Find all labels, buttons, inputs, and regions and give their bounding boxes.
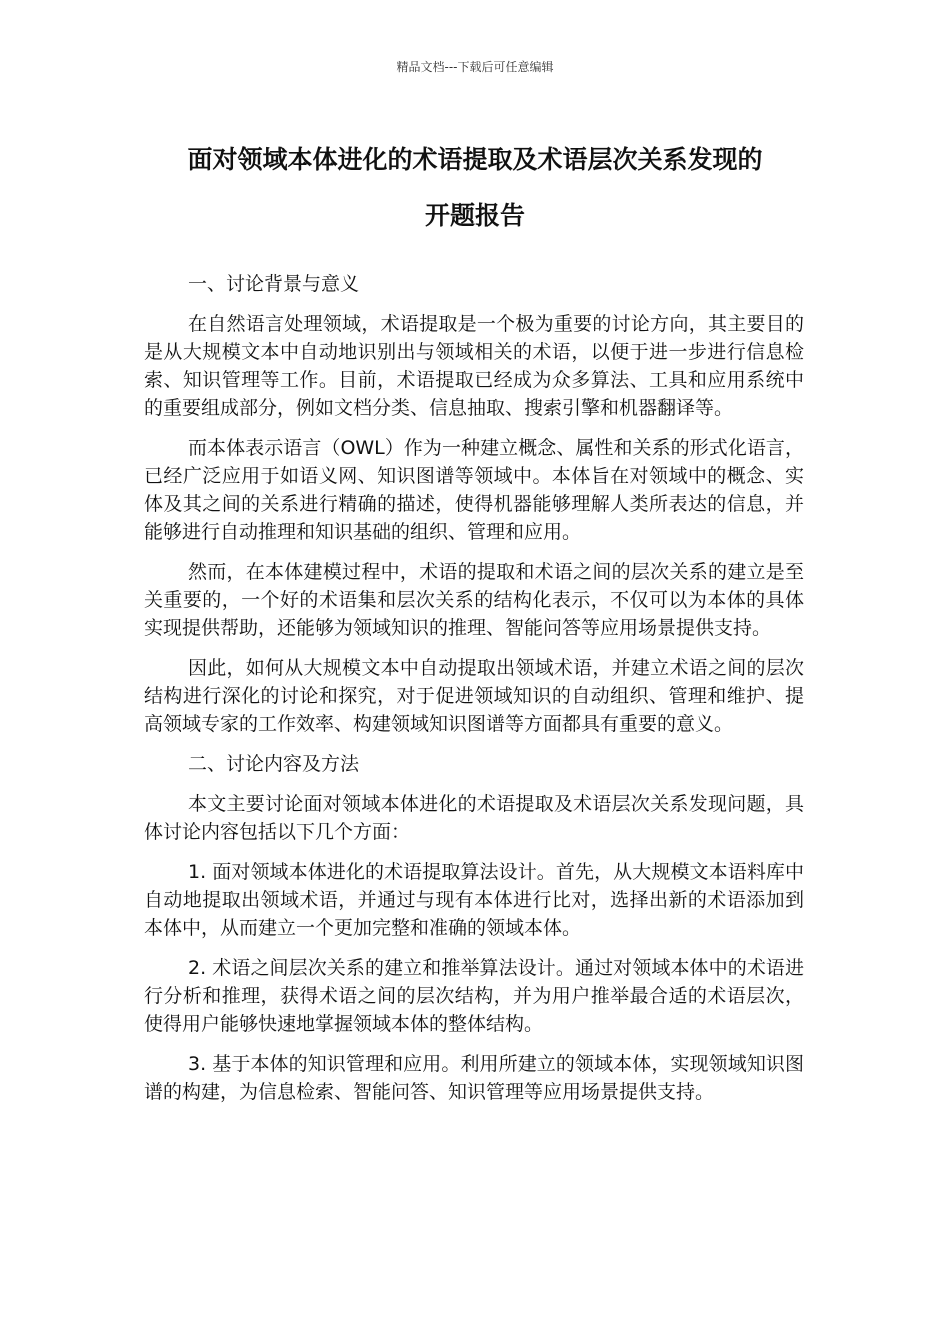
paragraph: 本文主要讨论面对领域本体进化的术语提取及术语层次关系发现问题，具体讨论内容包括以下几个方面： <box>144 793 804 843</box>
section-heading: 二、讨论内容及方法 <box>188 753 360 775</box>
list-item-paragraph: 3. 基于本体的知识管理和应用。利用所建立的领域本体，实现领域知识图谱的构建，为信息检索、智能问答、知识管理等应用场景提供支持。 <box>144 1053 804 1103</box>
paragraph: 因此，如何从大规模文本中自动提取出领域术语，并建立术语之间的层次结构进行深化的讨论和探究，对于促进领域知识的自动组织、管理和维护、提高领域专家的工作效率、构建领域知识图谱等方面都具有重要的意义。 <box>144 657 804 735</box>
list-item-paragraph: 2. 术语之间层次关系的建立和推举算法设计。通过对领域本体中的术语进行分析和推理，获得术语之间的层次结构，并为用户推举最合适的术语层次，使得用户能够快速地掌握领域本体的整体结构。 <box>144 957 804 1035</box>
title-line-2: 开题报告 <box>424 201 525 230</box>
document-body <box>144 270 804 1118</box>
list-item-paragraph: 1. 面对领域本体进化的术语提取算法设计。首先，从大规模文本语料库中自动地提取出领域术语，并通过与现有本体进行比对，选择出新的术语添加到本体中，从而建立一个更加完整和准确的领域本体。 <box>144 861 804 939</box>
paragraph: 然而，在本体建模过程中，术语的提取和术语之间的层次关系的建立是至关重要的，一个好的术语集和层次关系的结构化表示，不仅可以为本体的具体实现提供帮助，还能够为领域知识的推理、智能问答等应用场景提供支持。 <box>144 561 804 639</box>
paragraph: 在自然语言处理领域，术语提取是一个极为重要的讨论方向，其主要目的是从大规模文本中自动地识别出与领域相关的术语，以便于进一步进行信息检索、知识管理等工作。目前，术语提取已经成为众多算法、工具和应用系统中的重要组成部分，例如文档分类、信息抽取、搜索引擎和机器翻译等。 <box>144 313 804 419</box>
document-title <box>120 132 830 244</box>
section-heading: 一、讨论背景与意义 <box>188 273 360 295</box>
page-header-watermark: 精品文档---下载后可任意编辑 <box>396 60 554 74</box>
paragraph: 而本体表示语言（OWL）作为一种建立概念、属性和关系的形式化语言，已经广泛应用于如语义网、知识图谱等领域中。本体旨在对领域中的概念、实体及其之间的关系进行精确的描述，使得机器能够理解人类所表达的信息，并能够进行自动推理和知识基础的组织、管理和应用。 <box>144 437 804 543</box>
title-line-1: 面对领域本体进化的术语提取及术语层次关系发现的 <box>187 145 763 174</box>
